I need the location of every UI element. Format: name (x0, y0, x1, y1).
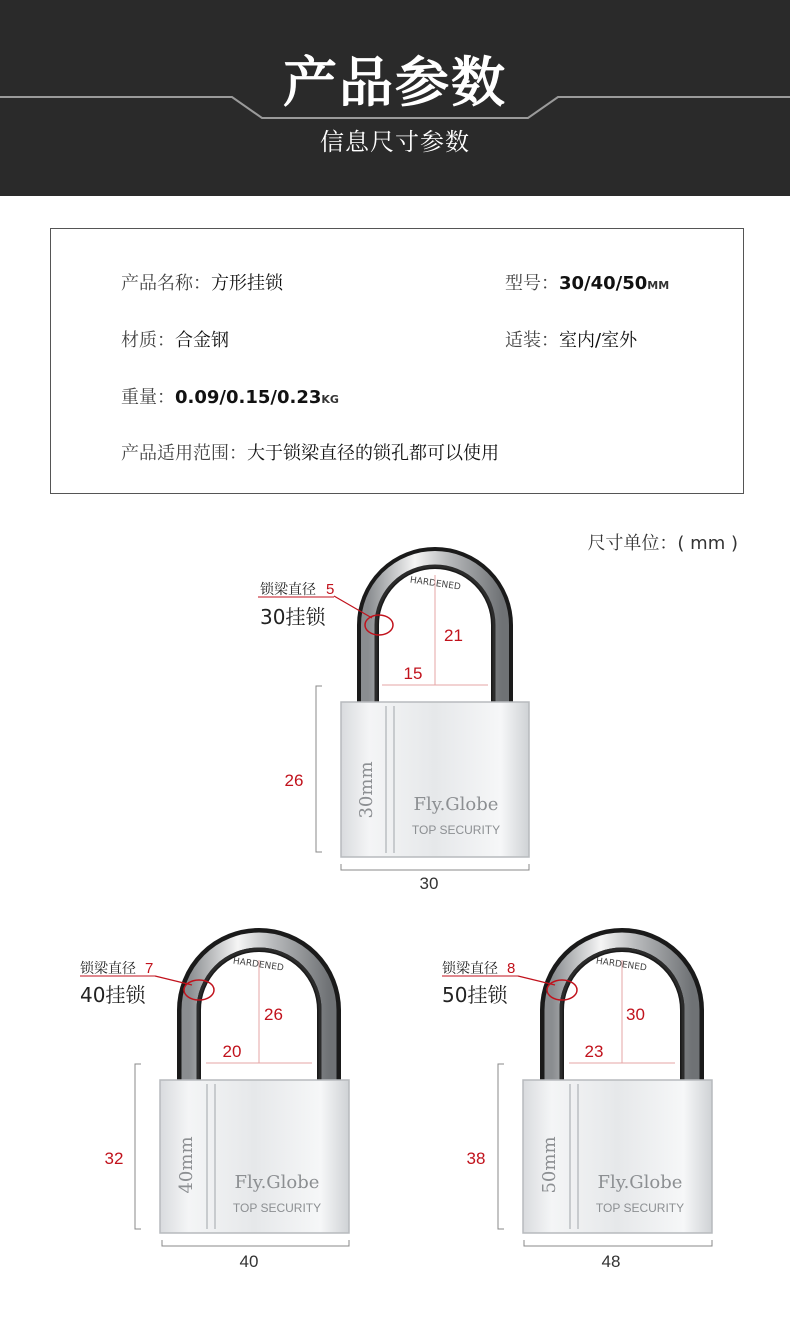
inner-width: 15 (403, 664, 423, 683)
shackle-diameter-value: 5 (326, 581, 335, 598)
page-title: 产品参数 (283, 51, 507, 114)
engraving-size: 30mm (356, 761, 377, 819)
brand-tagline: TOP SECURITY (595, 1201, 685, 1215)
body-width: 30 (419, 874, 439, 893)
shackle-height: 21 (444, 626, 463, 645)
spec-model: 型号：30/40/50MM (505, 273, 670, 294)
engraving-size: 40mm (176, 1136, 197, 1194)
spec-material: 材质：合金钢 (121, 330, 229, 351)
lock-name: 40挂锁 (80, 983, 146, 1007)
brand-logo: Fly.Globe (597, 1172, 683, 1193)
inner-width: 20 (222, 1042, 242, 1061)
spec-name: 产品名称：方形挂锁 (121, 273, 283, 294)
shackle-diameter-value: 7 (145, 960, 154, 977)
body-height: 38 (466, 1149, 486, 1168)
body-height: 26 (284, 771, 304, 790)
brand-tagline: TOP SECURITY (411, 823, 501, 837)
shackle-diameter-label: 锁梁直径 (80, 961, 136, 977)
page-subtitle: 信息尺寸参数 (320, 128, 470, 156)
shackle-stamp: HARDENED (409, 575, 462, 593)
shackle-height: 26 (264, 1005, 283, 1024)
lock-name: 50挂锁 (442, 983, 508, 1007)
lock-name: 30挂锁 (260, 605, 326, 629)
inner-width: 23 (584, 1042, 604, 1061)
shackle-height: 30 (626, 1005, 645, 1024)
brand-logo: Fly.Globe (234, 1172, 320, 1193)
spec-scope: 产品适用范围：大于锁梁直径的锁孔都可以使用 (121, 443, 499, 464)
shackle-stamp: HARDENED (232, 956, 285, 974)
shackle-stamp: HARDENED (595, 956, 648, 974)
body-width: 40 (239, 1252, 259, 1271)
shackle-diameter-label: 锁梁直径 (442, 961, 498, 977)
brand-logo: Fly.Globe (413, 794, 499, 815)
engraving-size: 50mm (539, 1136, 560, 1194)
unit-note: 尺寸单位：( mm ) (587, 533, 738, 554)
body-width: 48 (601, 1252, 621, 1271)
shackle-diameter-value: 8 (507, 960, 516, 977)
shackle-diameter-label: 锁梁直径 (260, 582, 316, 598)
body-height: 32 (104, 1149, 124, 1168)
brand-tagline: TOP SECURITY (232, 1201, 322, 1215)
spec-weight: 重量：0.09/0.15/0.23KG (121, 387, 339, 408)
spec-usage: 适装：室内/室外 (505, 330, 638, 351)
